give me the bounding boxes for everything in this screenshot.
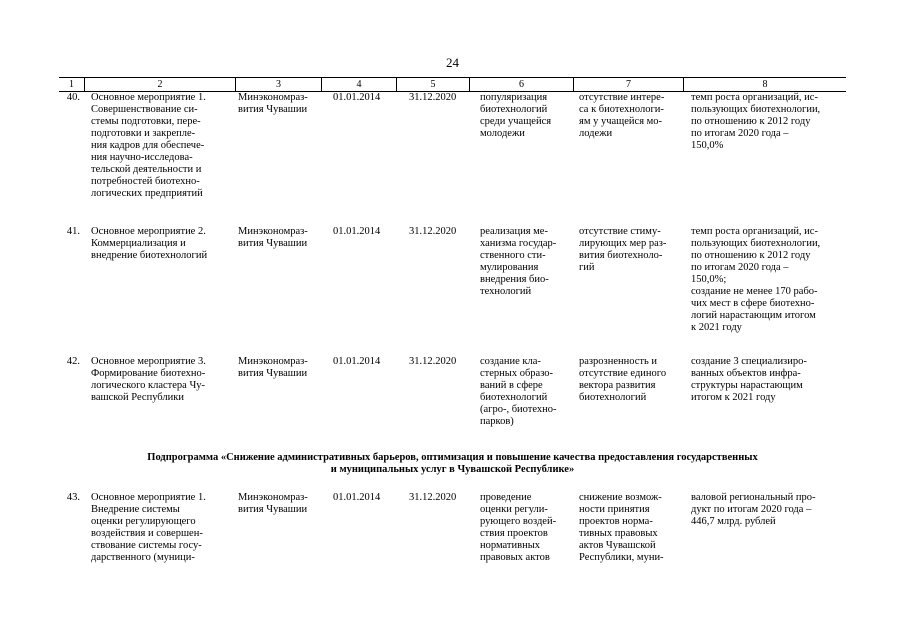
responsible-executor: Минэкономраз- вития Чувашии	[238, 92, 308, 115]
column-header-2: 2	[157, 79, 163, 90]
column-header-7: 7	[626, 79, 631, 90]
consequences: отсутствие интере- са к биотехнологи- ям у учащейся мо- лодежи	[579, 92, 665, 139]
event-name: Основное мероприятие 1. Внедрение системы оценки регулирующего воздействия и совершен- ствование системы госу- дарственного (муници-	[91, 492, 206, 563]
event-name: Основное мероприятие 1. Совершенствование си- стемы подготовки, пере- подготовки и закрепле- ния кадров для обеспече- ния научно-исследова- тельской деятельности и потребностей биотехно- логических предприятий	[91, 92, 206, 199]
event-name: Основное мероприятие 2. Коммерциализация и внедрение биотехнологий	[91, 226, 208, 261]
end-date: 31.12.2020	[409, 492, 457, 503]
expected-result: проведение оценки регули- рующего воздей- ствия проектов нормативных правовых актов	[480, 492, 557, 563]
indicator-link: создание 3 специализиро- ванных объектов инфра- структуры нарастающим итогом к 2021 году	[691, 356, 807, 403]
consequences: снижение возмож- ности принятия проектов норма- тивных правовых актов Чувашской Республики, муни-	[579, 492, 664, 563]
responsible-executor: Минэкономраз- вития Чувашии	[238, 492, 308, 515]
start-date: 01.01.2014	[333, 226, 381, 237]
indicator-link: темп роста организаций, ис- пользующих биотехнологии, по отношению к 2012 году по итогам 2020 года – 150,0%; создание не менее 170 рабо- чих мест в сфере биотехно- логий нарастающим итогом к 2021 году	[691, 226, 821, 333]
end-date: 31.12.2020	[409, 356, 457, 367]
column-header-3: 3	[276, 79, 281, 90]
row-number: 42.	[66, 356, 80, 367]
column-header-5: 5	[430, 79, 436, 90]
row-number: 40.	[66, 92, 80, 103]
end-date: 31.12.2020	[409, 226, 457, 237]
indicator-link: валовой региональный про- дукт по итогам 2020 года – 446,7 млрд. рублей	[691, 492, 816, 527]
consequences: разрозненность и отсутствие единого вектора развития биотехнологий	[579, 356, 667, 403]
consequences: отсутствие стиму- лирующих мер раз- вития биотехноло- гий	[579, 226, 667, 273]
end-date: 31.12.2020	[409, 92, 457, 103]
table-header-row	[59, 77, 846, 92]
expected-result: реализация ме- ханизма государ- ственного сти- мулирования внедрения био- технологий	[480, 226, 557, 297]
responsible-executor: Минэкономраз- вития Чувашии	[238, 356, 308, 379]
expected-result: популяризация биотехнологий среди учащейся молодежи	[480, 92, 552, 139]
column-header-6: 6	[519, 79, 524, 90]
expected-result: создание кла- стерных образо- ваний в сфере биотехнологий (агро-, биотехно- парков)	[480, 356, 557, 427]
page-number: 24	[446, 55, 459, 70]
subprogram-title: Подпрограмма «Снижение административных барьеров, оптимизация и повышение качества предоставления государственных и муниципальных услуг в Чувашской Республике»	[147, 452, 758, 475]
event-name: Основное мероприятие 3. Формирование биотехно- логического кластера Чу- вашской Республики	[91, 356, 206, 403]
start-date: 01.01.2014	[333, 492, 381, 503]
column-header-1: 1	[69, 79, 74, 90]
responsible-executor: Минэкономраз- вития Чувашии	[238, 226, 308, 249]
column-header-4: 4	[356, 79, 362, 90]
start-date: 01.01.2014	[333, 92, 381, 103]
start-date: 01.01.2014	[333, 356, 381, 367]
indicator-link: темп роста организаций, ис- пользующих биотехнологии, по отношению к 2012 году по итогам 2020 года – 150,0%	[691, 92, 821, 151]
row-number: 41.	[66, 226, 80, 237]
row-number: 43.	[66, 492, 80, 503]
column-header-8: 8	[762, 79, 768, 90]
